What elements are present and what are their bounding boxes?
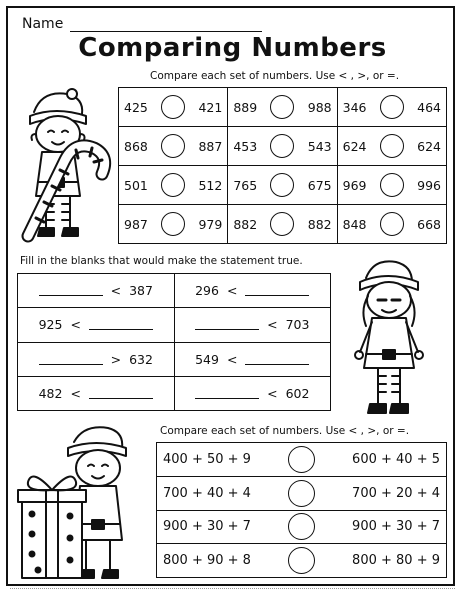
compare-pair [228,205,336,243]
compare-cell [337,88,446,127]
right-number: 668 [417,216,441,232]
answer-blank[interactable] [89,388,153,399]
answer-circle[interactable] [161,173,185,197]
compare-pair [119,205,227,243]
right-expression: 700 + 20 + 4 [352,485,440,501]
given-number: 482 [38,385,63,401]
compare-cell [228,127,337,166]
expanded-row [157,476,447,510]
answer-circle[interactable] [270,173,294,197]
comparison-sign: < [226,283,238,299]
expanded-row [157,544,447,578]
blank-cell [174,376,331,410]
left-number: 969 [342,177,367,193]
expanded-row [157,510,447,544]
compare-pair [228,127,336,165]
right-expression: 900 + 30 + 7 [352,519,440,535]
right-expression: 600 + 40 + 5 [352,451,440,467]
answer-circle[interactable] [380,134,404,158]
expanded-pair [157,477,446,510]
left-number: 425 [124,99,148,115]
compare-cell [119,166,228,205]
compare-cell [228,88,337,127]
right-number: 988 [307,99,332,115]
compare-grid-2 [156,442,447,578]
expanded-pair [157,544,446,577]
left-number: 765 [233,177,258,193]
answer-circle[interactable] [270,212,294,236]
comparison-sign: > [110,351,122,367]
blank-row [18,308,331,342]
compare-pair [119,88,227,126]
expanded-cell [157,510,447,544]
left-number: 624 [342,138,367,154]
compare-cell [119,205,228,244]
right-number: 624 [417,138,441,154]
left-number: 501 [124,177,148,193]
compare-pair [338,88,446,126]
left-number: 453 [233,138,258,154]
blank-statement [18,308,174,341]
compare-pair [338,166,446,204]
right-number: 421 [198,99,223,115]
blank-row [18,376,331,410]
left-number: 868 [124,138,148,154]
section3-instruction: Compare each set of numbers. Use < , >, or =. [160,425,410,437]
compare-cell [228,166,337,205]
compare-row [119,127,447,166]
answer-circle[interactable] [161,95,185,119]
blank-cell [174,308,331,342]
right-number: 887 [198,138,223,154]
expanded-cell [157,443,447,477]
elf-candy-cane-illustration [12,86,116,246]
given-number: 549 [195,351,219,367]
answer-circle[interactable] [161,134,185,158]
compare-grid-1 [118,87,447,244]
given-number: 602 [285,385,310,401]
right-expression: 800 + 80 + 9 [352,553,440,569]
blank-cell [174,342,331,376]
blank-cell [18,342,175,376]
compare-row [119,88,447,127]
right-number: 543 [307,138,332,154]
blank-statement [175,274,331,307]
comparison-sign: < [267,317,278,333]
blank-statement [175,308,331,341]
left-number: 882 [233,216,258,232]
fill-blanks-grid [17,273,331,411]
name-label: Name [22,16,64,32]
section2-instruction: Fill in the blanks that would make the statement true. [20,255,303,267]
right-number: 512 [198,177,223,193]
right-number: 464 [417,99,441,115]
answer-blank[interactable] [245,354,309,365]
expanded-cell [157,544,447,578]
compare-pair [338,127,446,165]
blank-statement [175,343,331,376]
expanded-cell [157,476,447,510]
name-field[interactable] [70,31,262,32]
answer-blank[interactable] [39,354,103,365]
answer-blank[interactable] [39,285,103,296]
compare-cell [337,166,446,205]
given-number: 632 [129,351,153,367]
right-number: 882 [307,216,332,232]
comparison-sign: < [70,385,81,401]
blank-cell [174,274,331,308]
comparison-sign: < [267,385,278,401]
answer-blank[interactable] [195,319,259,330]
blank-statement [18,343,174,376]
blank-row [18,274,331,308]
given-number: 925 [38,317,63,333]
answer-circle[interactable] [380,95,404,119]
compare-cell [337,205,446,244]
given-number: 387 [129,283,153,299]
blank-statement [18,274,174,307]
blank-statement [175,377,331,410]
blank-row [18,342,331,376]
section1-instruction: Compare each set of numbers. Use < , >, or =. [150,70,400,82]
answer-circle[interactable] [161,212,185,236]
left-expression: 900 + 30 + 7 [163,519,251,535]
compare-row [119,166,447,205]
left-number: 889 [233,99,258,115]
answer-circle[interactable] [270,134,294,158]
comparison-sign: < [70,317,81,333]
answer-circle[interactable] [288,547,315,574]
compare-pair [228,88,336,126]
left-expression: 400 + 50 + 9 [163,451,251,467]
elf-standing-illustration [340,256,438,424]
footer-credit-line [10,588,455,594]
compare-row [119,205,447,244]
blank-cell [18,308,175,342]
expanded-row [157,443,447,477]
left-number: 987 [124,216,148,232]
left-expression: 800 + 90 + 8 [163,553,251,569]
blank-cell [18,376,175,410]
comparison-sign: < [226,351,238,367]
answer-circle[interactable] [288,480,315,507]
answer-circle[interactable] [380,212,404,236]
answer-circle[interactable] [288,513,315,540]
expanded-pair [157,443,446,476]
compare-pair [228,166,336,204]
answer-circle[interactable] [380,173,404,197]
elf-gift-illustration [12,424,152,584]
given-number: 296 [195,283,219,299]
given-number: 703 [285,317,310,333]
right-number: 996 [417,177,441,193]
answer-blank[interactable] [89,319,153,330]
right-number: 675 [307,177,332,193]
compare-pair [119,127,227,165]
blank-cell [18,274,175,308]
comparison-sign: < [110,283,122,299]
compare-cell [119,127,228,166]
answer-circle[interactable] [288,446,315,473]
right-number: 979 [198,216,223,232]
blank-statement [18,377,174,410]
left-expression: 700 + 40 + 4 [163,485,251,501]
compare-cell [337,127,446,166]
compare-cell [119,88,228,127]
answer-blank[interactable] [195,388,259,399]
answer-blank[interactable] [245,285,309,296]
compare-pair [119,166,227,204]
compare-pair [338,205,446,243]
compare-cell [228,205,337,244]
left-number: 346 [342,99,367,115]
page-title: Comparing Numbers [78,33,387,63]
answer-circle[interactable] [270,95,294,119]
left-number: 848 [342,216,367,232]
expanded-pair [157,511,446,544]
